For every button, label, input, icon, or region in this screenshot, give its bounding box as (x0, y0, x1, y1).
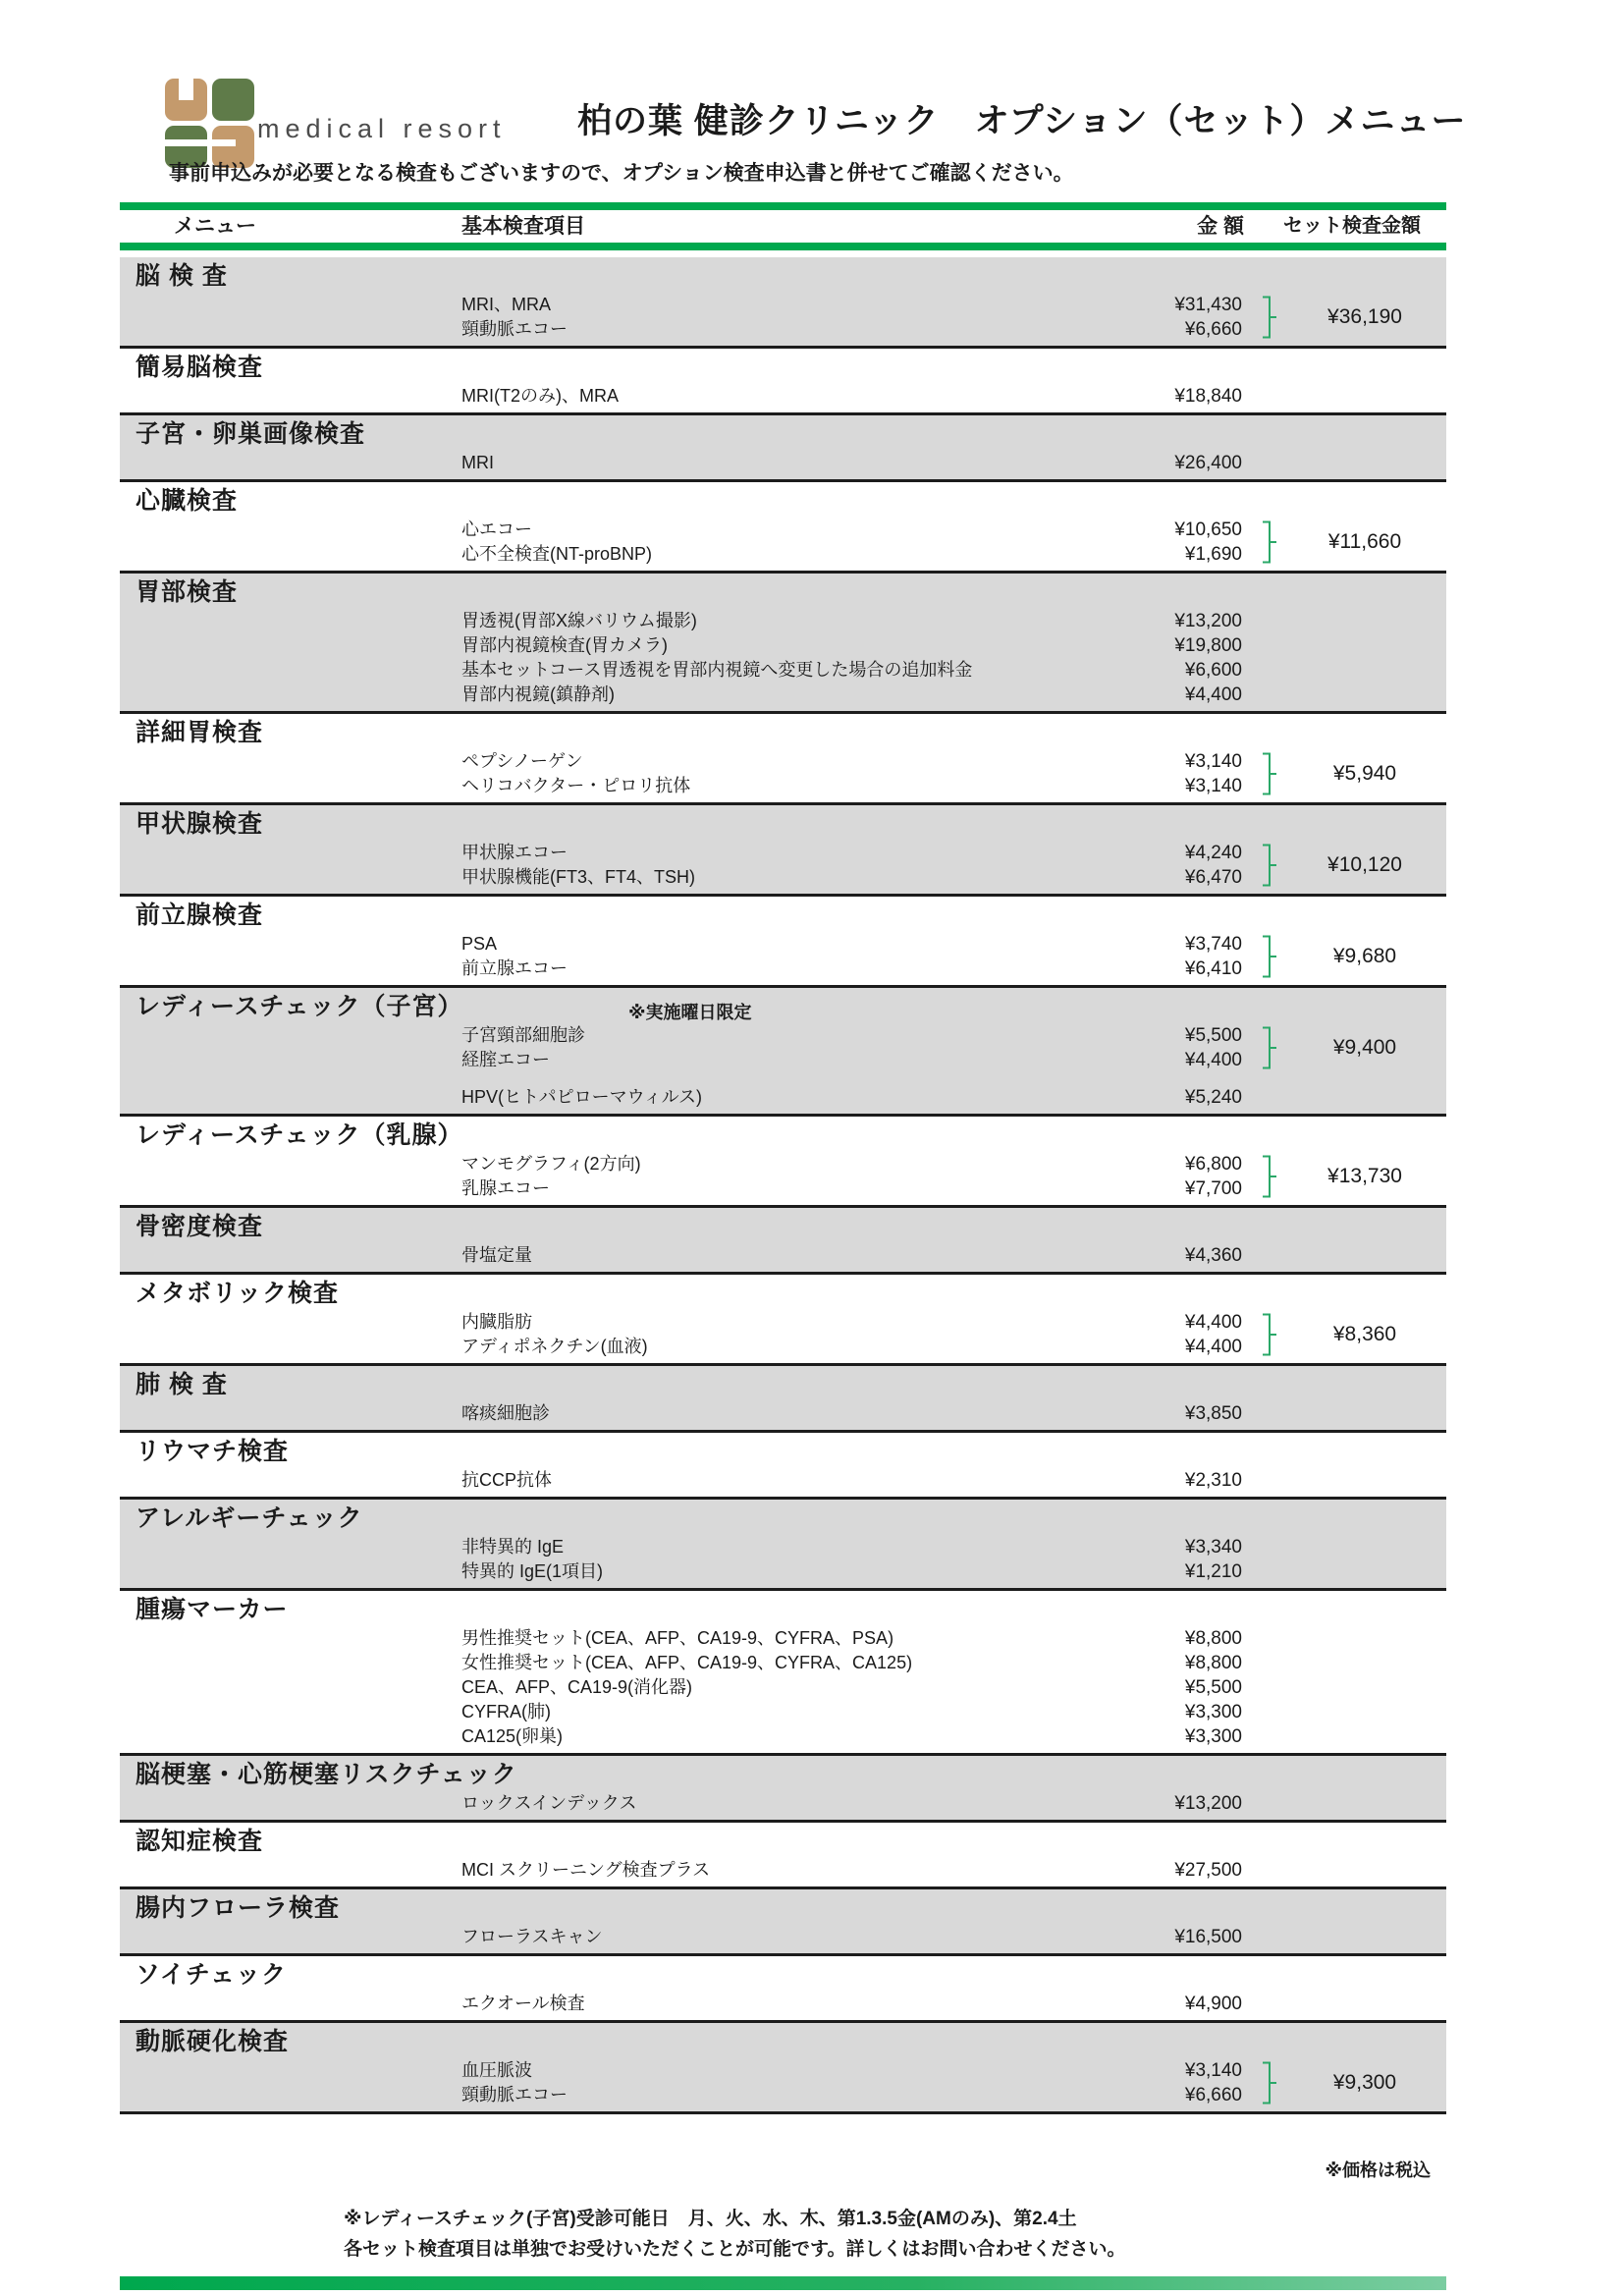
exam-item-row (120, 841, 1446, 865)
logo-cell-green (212, 79, 254, 121)
category-name: 認知症検査 (135, 1828, 264, 1855)
exam-item-row (120, 1152, 1446, 1176)
exam-item-label: 心不全検査(NT-proBNP) (461, 544, 653, 564)
category-row (120, 2023, 1446, 2058)
footer (120, 2157, 1446, 2265)
exam-item-label: 甲状腺エコー (461, 843, 568, 862)
exam-item-label: 子宮頸部細胞診 (461, 1025, 585, 1045)
exam-item-label: 女性推奨セット(CEA、AFP、CA19-9、CYFRA、CA125) (461, 1653, 913, 1672)
category-row (120, 574, 1446, 609)
category-row (120, 805, 1446, 841)
exam-item-price: ¥31,430 (1174, 295, 1242, 315)
header-rule-bottom (120, 243, 1446, 250)
category-name: 簡易脳検査 (135, 354, 264, 381)
category-row (120, 897, 1446, 932)
exam-item-label: CEA、AFP、CA19-9(消化器) (461, 1677, 693, 1697)
exam-item-price: ¥3,340 (1184, 1537, 1242, 1558)
exam-item-label: エクオール検査 (461, 1994, 585, 2013)
category-name: リウマチ検査 (135, 1438, 290, 1465)
category-note: ※実施曜日限定 (628, 1003, 752, 1022)
exam-item-label: MRI、MRA (461, 295, 551, 314)
header-rule-top (120, 202, 1446, 210)
exam-item-price: ¥4,400 (1184, 1312, 1242, 1333)
category-row (120, 415, 1446, 451)
exam-item-label: 胃部内視鏡検査(胃カメラ) (461, 635, 668, 655)
category-row (120, 1500, 1446, 1535)
section-row (120, 1366, 1446, 1433)
exam-item-row (120, 293, 1446, 317)
exam-item-label: 特異的 IgE(1項目) (461, 1561, 604, 1581)
set-price: ¥9,300 (1332, 2071, 1397, 2094)
pre-application-notice: 事前申込みが必要となる検査もございますので、オプション検査申込書と併せてご確認ください。 (169, 162, 1074, 185)
exam-item-label: PSA (461, 934, 498, 954)
logo-text: medical resort (257, 114, 507, 143)
footer-notes (120, 2204, 1446, 2265)
exam-item-label: 抗CCP抗体 (461, 1470, 553, 1490)
category-name: 肺 検 査 (135, 1371, 228, 1398)
category-name: 脳梗塞・心筋梗塞リスクチェック (135, 1761, 517, 1788)
category-name: レディースチェック（乳腺） (135, 1121, 463, 1149)
exam-item-row (120, 749, 1446, 774)
column-header-menu: メニュー (174, 215, 256, 238)
exam-item-row (120, 1791, 1446, 1816)
exam-item-label: 前立腺エコー (461, 958, 568, 978)
exam-item-label: 男性推奨セット(CEA、AFP、CA19-9、CYFRA、PSA) (461, 1628, 894, 1648)
exam-item-price: ¥18,840 (1174, 386, 1242, 407)
exam-item-price: ¥3,140 (1184, 776, 1242, 796)
exam-item-row (120, 1176, 1446, 1201)
category-row (120, 1756, 1446, 1791)
section-row (120, 897, 1446, 988)
section-row (120, 714, 1446, 805)
exam-item-label: 非特異的 IgE (461, 1537, 565, 1557)
table-header-row (120, 210, 1446, 243)
column-header-item: 基本検査項目 (461, 215, 585, 238)
exam-item-label: 頸動脈エコー (461, 2085, 568, 2105)
category-name: 前立腺検査 (135, 902, 264, 929)
exam-item-row (120, 1675, 1446, 1700)
exam-item-row (120, 1626, 1446, 1651)
exam-item-label: ヘリコバクター・ピロリ抗体 (461, 776, 691, 795)
column-header-price: 金 額 (1197, 215, 1244, 238)
category-name: 腸内フローラ検査 (135, 1894, 341, 1922)
exam-item-label: MCI スクリーニング検査プラス (461, 1860, 711, 1880)
section-row (120, 1433, 1446, 1500)
exam-item-label: 胃透視(胃部X線バリウム撮影) (461, 611, 697, 630)
section-row (120, 482, 1446, 574)
exam-item-price: ¥4,360 (1184, 1245, 1242, 1266)
section-row (120, 415, 1446, 482)
exam-item-row (120, 774, 1446, 798)
set-price: ¥11,660 (1327, 530, 1402, 553)
exam-item-price: ¥13,200 (1174, 1793, 1242, 1814)
exam-item-price: ¥13,200 (1174, 611, 1242, 631)
exam-item-label: CA125(卵巣) (461, 1726, 564, 1746)
set-price: ¥36,190 (1327, 305, 1402, 328)
exam-item-price: ¥4,400 (1184, 684, 1242, 705)
category-row (120, 1208, 1446, 1243)
logo-cell-tan-u (165, 79, 207, 121)
exam-item-price: ¥8,800 (1184, 1653, 1242, 1673)
category-row (120, 714, 1446, 749)
exam-item-row (120, 1243, 1446, 1268)
exam-item-label: 喀痰細胞診 (461, 1403, 550, 1423)
exam-item-row (120, 1085, 1446, 1110)
exam-item-price: ¥6,470 (1184, 867, 1242, 888)
exam-item-label: MRI(T2のみ)、MRA (461, 386, 619, 406)
exam-item-price: ¥6,600 (1184, 660, 1242, 681)
category-row (120, 1889, 1446, 1925)
exam-item-label: 血圧脈波 (461, 2060, 532, 2080)
exam-item-price: ¥4,900 (1184, 1994, 1242, 2014)
exam-item-label: 心エコー (461, 519, 532, 539)
category-name: 骨密度検査 (135, 1213, 264, 1240)
exam-item-row (120, 384, 1446, 409)
exam-item-price: ¥4,240 (1184, 843, 1242, 863)
exam-item-price: ¥3,140 (1184, 751, 1242, 772)
exam-item-label: アディポネクチン(血液) (461, 1337, 648, 1356)
category-row (120, 482, 1446, 518)
section-row (120, 1591, 1446, 1756)
footer-note-schedule: ※レディースチェック(子宮)受診可能日 月、火、水、木、第1.3.5金(AMのみ)、第2.4土 (344, 2209, 1077, 2229)
category-row (120, 1117, 1446, 1152)
exam-item-row (120, 1858, 1446, 1883)
category-name: 胃部検査 (135, 578, 239, 606)
section-row (120, 1208, 1446, 1275)
section-row (120, 1500, 1446, 1591)
exam-item-row (120, 1535, 1446, 1559)
exam-item-row (120, 451, 1446, 475)
exam-item-label: 基本セットコース胃透視を胃部内視鏡へ変更した場合の追加料金 (461, 660, 973, 680)
section-row (120, 1956, 1446, 2023)
section-row (120, 2023, 1446, 2114)
exam-item-row (120, 658, 1446, 683)
exam-item-row (120, 1335, 1446, 1359)
exam-item-price: ¥3,300 (1184, 1726, 1242, 1747)
category-name: メタボリック検査 (135, 1280, 340, 1307)
exam-item-row (120, 865, 1446, 890)
exam-item-price: ¥6,660 (1184, 2085, 1242, 2105)
category-row (120, 1275, 1446, 1310)
exam-item-row (120, 1559, 1446, 1584)
category-name: レディースチェック（子宮） (135, 993, 463, 1020)
exam-item-row (120, 542, 1446, 567)
category-name: 腫瘍マーカー (135, 1596, 289, 1623)
exam-item-row (120, 1401, 1446, 1426)
exam-item-row (120, 1651, 1446, 1675)
exam-item-row (120, 1925, 1446, 1949)
category-row (120, 1823, 1446, 1858)
category-name: 子宮・卵巣画像検査 (135, 420, 366, 448)
exam-item-price: ¥6,800 (1184, 1154, 1242, 1175)
exam-item-row (120, 609, 1446, 633)
section-row (120, 1117, 1446, 1208)
exam-item-row (120, 932, 1446, 957)
column-header-set-price: セット検査金額 (1283, 215, 1421, 237)
exam-item-row (120, 1310, 1446, 1335)
exam-item-price: ¥5,500 (1184, 1025, 1242, 1046)
exam-item-price: ¥10,650 (1174, 519, 1242, 540)
category-row (120, 1591, 1446, 1626)
exam-item-price: ¥6,410 (1184, 958, 1242, 979)
category-row (120, 257, 1446, 293)
exam-item-label: 頸動脈エコー (461, 319, 568, 339)
exam-item-label: 内臓脂肪 (461, 1312, 532, 1332)
set-price: ¥13,730 (1327, 1165, 1402, 1187)
exam-item-label: CYFRA(肺) (461, 1702, 551, 1722)
sections (120, 257, 1446, 2114)
section-row (120, 1756, 1446, 1823)
exam-item-row (120, 1992, 1446, 2016)
exam-item-row (120, 317, 1446, 342)
category-row (120, 1433, 1446, 1468)
price-table (120, 202, 1446, 2114)
exam-item-price: ¥6,660 (1184, 319, 1242, 340)
section-row (120, 805, 1446, 897)
tax-included-note: ※価格は税込 (1325, 2160, 1431, 2180)
category-row (120, 1366, 1446, 1401)
exam-item-price: ¥4,400 (1184, 1050, 1242, 1070)
exam-item-price: ¥3,300 (1184, 1702, 1242, 1722)
section-row (120, 1889, 1446, 1956)
section-row (120, 349, 1446, 415)
exam-item-price: ¥26,400 (1174, 453, 1242, 473)
page-title: 柏の葉 健診クリニック オプション（セット）メニュー (577, 102, 1467, 140)
exam-item-label: 経腟エコー (461, 1050, 550, 1069)
set-price: ¥8,360 (1332, 1323, 1397, 1345)
exam-item-row (120, 518, 1446, 542)
exam-item-price: ¥5,240 (1184, 1087, 1242, 1108)
exam-item-label: 胃部内視鏡(鎮静剤) (461, 684, 615, 704)
exam-item-price: ¥3,740 (1184, 934, 1242, 955)
exam-item-row (120, 1468, 1446, 1493)
exam-item-price: ¥3,850 (1184, 1403, 1242, 1424)
exam-item-label: HPV(ヒトパピローマウィルス) (461, 1087, 703, 1107)
category-row (120, 988, 1446, 1023)
category-name: アレルギーチェック (135, 1504, 363, 1532)
clinic-logo-icon (165, 79, 255, 169)
exam-item-label: マンモグラフィ(2方向) (461, 1154, 641, 1174)
exam-item-row (120, 2058, 1446, 2083)
exam-item-price: ¥8,800 (1184, 1628, 1242, 1649)
exam-item-label: 甲状腺機能(FT3、FT4、TSH) (461, 867, 695, 887)
set-price: ¥10,120 (1327, 853, 1402, 876)
footer-note-single: 各セット検査項目は単独でお受けいただくことが可能です。詳しくはお問い合わせください。 (344, 2239, 1126, 2260)
exam-item-price: ¥19,800 (1174, 635, 1242, 656)
exam-item-row (120, 1700, 1446, 1724)
exam-item-row (120, 2083, 1446, 2107)
exam-item-price: ¥1,210 (1184, 1561, 1242, 1582)
exam-item-label: ロックスインデックス (461, 1793, 637, 1813)
exam-item-row (120, 957, 1446, 981)
category-name: ソイチェック (135, 1961, 288, 1989)
exam-item-row (120, 1048, 1446, 1072)
exam-item-row (120, 633, 1446, 658)
bottom-green-bar (120, 2276, 1446, 2290)
category-name: 詳細胃検査 (135, 719, 264, 746)
set-price: ¥9,680 (1332, 945, 1397, 967)
exam-item-label: フローラスキャン (461, 1927, 603, 1946)
category-row (120, 1956, 1446, 1992)
exam-item-price: ¥7,700 (1184, 1178, 1242, 1199)
set-price: ¥5,940 (1332, 762, 1397, 785)
section-row (120, 1275, 1446, 1366)
exam-item-price: ¥3,140 (1184, 2060, 1242, 2081)
category-name: 心臓検査 (135, 487, 239, 515)
exam-item-price: ¥4,400 (1184, 1337, 1242, 1357)
category-name: 動脈硬化検査 (135, 2028, 290, 2055)
exam-item-price: ¥5,500 (1184, 1677, 1242, 1698)
category-row (120, 349, 1446, 384)
exam-item-label: 骨塩定量 (461, 1245, 532, 1265)
exam-item-label: ペプシノーゲン (461, 751, 583, 771)
exam-item-row (120, 683, 1446, 707)
exam-item-price: ¥2,310 (1184, 1470, 1242, 1491)
section-row (120, 257, 1446, 349)
exam-item-label: MRI (461, 453, 494, 472)
exam-item-label: 乳腺エコー (461, 1178, 550, 1198)
set-price: ¥9,400 (1332, 1036, 1397, 1059)
section-row (120, 1823, 1446, 1889)
exam-item-price: ¥27,500 (1174, 1860, 1242, 1881)
category-name: 脳 検 査 (135, 262, 228, 290)
exam-item-price: ¥16,500 (1174, 1927, 1242, 1947)
exam-item-row (120, 1724, 1446, 1749)
exam-item-row (120, 1023, 1446, 1048)
section-row (120, 574, 1446, 714)
category-name: 甲状腺検査 (135, 810, 264, 838)
exam-item-price: ¥1,690 (1184, 544, 1242, 565)
section-row (120, 988, 1446, 1117)
